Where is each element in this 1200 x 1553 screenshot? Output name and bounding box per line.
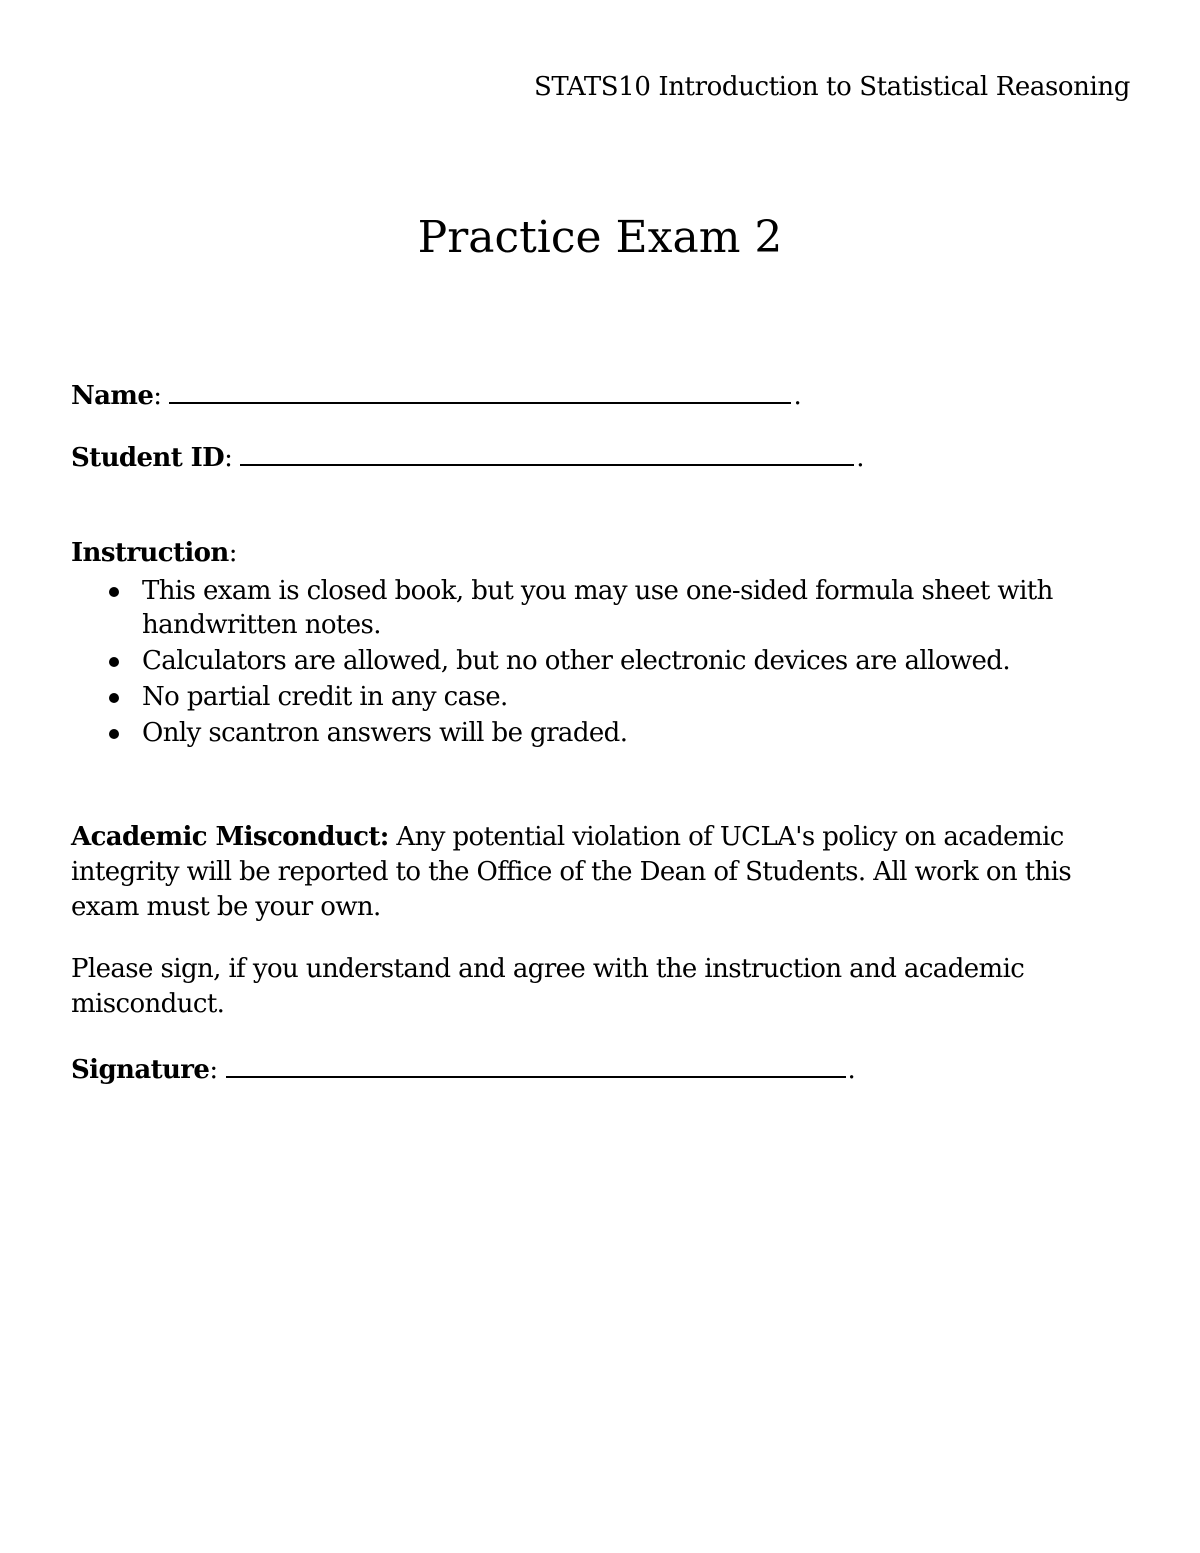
signature-label: Signature: [71, 1055, 210, 1085]
name-period: .: [793, 381, 802, 411]
instruction-list: [71, 574, 1131, 752]
course-header: STATS10 Introduction to Statistical Reasoning: [533, 72, 1130, 102]
sign-prompt: Please sign, if you understand and agree with the instruction and academic misconduct.: [71, 954, 1025, 1019]
student-id-blank-line[interactable]: [240, 442, 854, 466]
student-id-label: Student ID: [71, 443, 225, 473]
misconduct-text: Any potential violation of UCLA's policy on academic integrity will be reported to the Office of the Dean of Students. All work on this exam must be your own.: [71, 822, 1072, 922]
bullet-icon: [109, 587, 119, 597]
student-id-period: .: [856, 443, 864, 473]
instruction-label: Instruction: [71, 538, 229, 568]
bullet-icon: [109, 729, 119, 739]
student-id-field: [71, 442, 864, 473]
name-colon: :: [153, 381, 162, 411]
list-item: [71, 574, 1131, 642]
exam-title: Practice Exam 2: [417, 212, 783, 263]
instruction-heading: [71, 538, 237, 568]
signature-colon: :: [209, 1055, 218, 1085]
bullet-icon: [109, 657, 119, 667]
name-label: Name: [71, 381, 154, 411]
list-item: [71, 644, 1131, 678]
signature-field: [71, 1054, 855, 1085]
misconduct-label: Academic Misconduct:: [71, 822, 389, 852]
instruction-item-text: Calculators are allowed, but no other electronic devices are allowed.: [142, 646, 1011, 676]
instruction-item-text: No partial credit in any case.: [142, 682, 508, 712]
name-field: [71, 380, 801, 411]
signature-blank-line[interactable]: [226, 1054, 846, 1078]
bullet-icon: [109, 693, 119, 703]
instruction-item-text: This exam is closed book, but you may use one-sided formula sheet with handwritten notes.: [142, 576, 1053, 640]
instruction-item-text: Only scantron answers will be graded.: [142, 718, 628, 748]
list-item: [71, 716, 1131, 750]
list-item: [71, 680, 1131, 714]
instruction-colon: :: [228, 538, 237, 568]
signature-period: .: [847, 1055, 856, 1085]
misconduct-paragraph: [71, 820, 1141, 925]
name-blank-line[interactable]: [169, 380, 791, 404]
student-id-colon: :: [224, 443, 233, 473]
